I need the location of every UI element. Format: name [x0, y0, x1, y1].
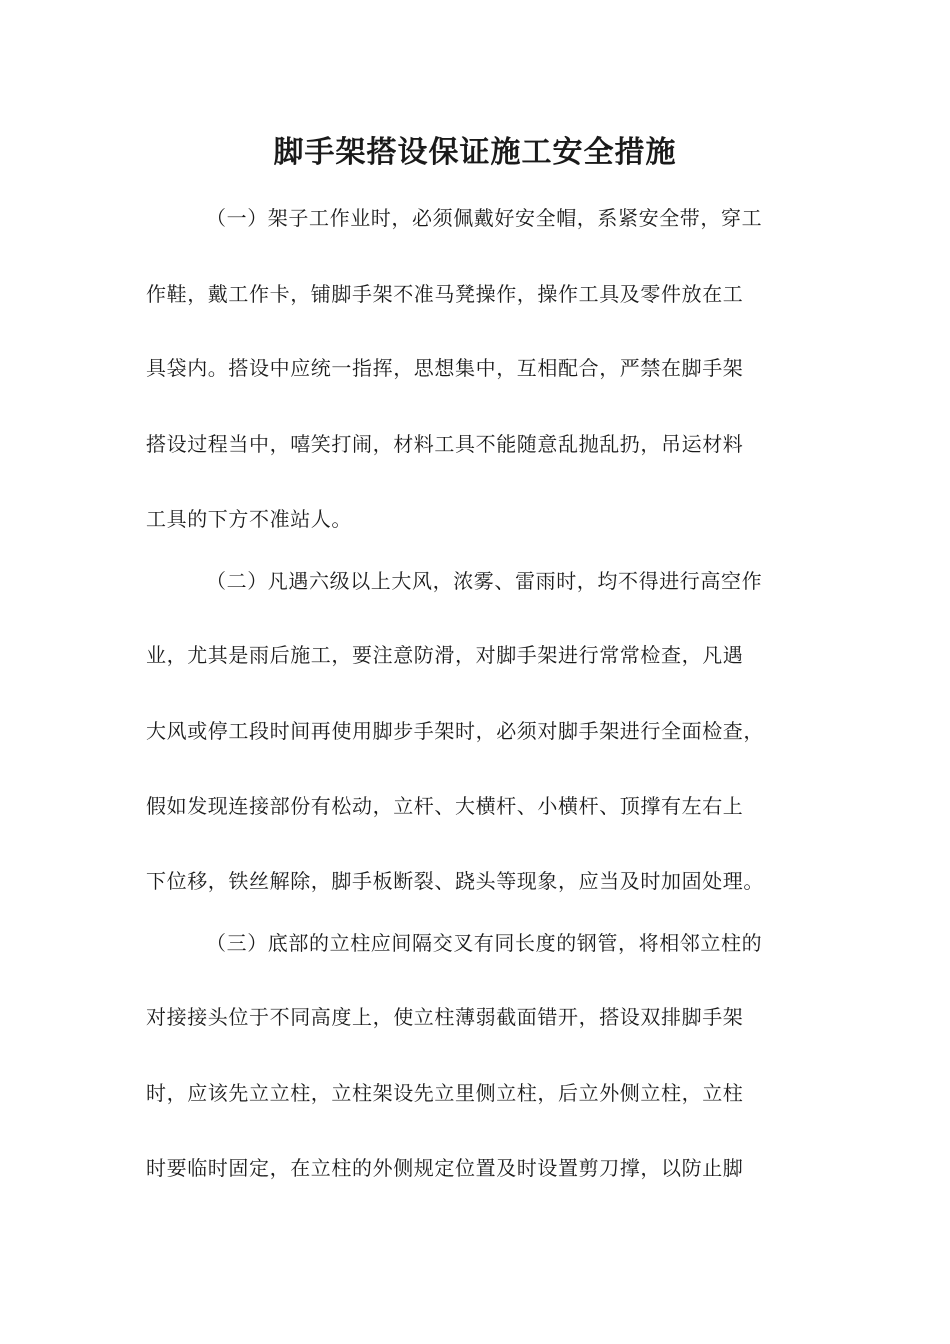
paragraph-2-line-3: 大风或停工段时间再使用脚步手架时，必须对脚手架进行全面检查，	[146, 719, 764, 743]
paragraph-1-line-2: 作鞋，戴工作卡，铺脚手架不准马凳操作，操作工具及零件放在工	[146, 282, 744, 306]
paragraph-3-line-4: 时要临时固定，在立柱的外侧规定位置及时设置剪刀撑，以防止脚	[146, 1156, 744, 1180]
paragraph-1-line-5: 工具的下方不准站人。	[146, 507, 352, 531]
paragraph-1-line-4: 搭设过程当中，嘻笑打闹，材料工具不能随意乱抛乱扔，吊运材料	[146, 432, 744, 456]
paragraph-1-line-1: （一）架子工作业时，必须佩戴好安全帽，系紧安全带，穿工	[206, 206, 763, 230]
paragraph-3-line-2: 对接接头位于不同高度上，使立柱薄弱截面错开，搭设双排脚手架	[146, 1005, 744, 1029]
document-title: 脚手架搭设保证施工安全措施	[273, 135, 677, 170]
paragraph-2-line-1: （二）凡遇六级以上大风，浓雾、雷雨时，均不得进行高空作	[206, 569, 763, 593]
paragraph-1-line-3: 具袋内。搭设中应统一指挥，思想集中，互相配合，严禁在脚手架	[146, 356, 744, 380]
paragraph-2-line-5: 下位移，铁丝解除，脚手板断裂、跷头等现象，应当及时加固处理。	[146, 869, 764, 893]
paragraph-2-line-4: 假如发现连接部份有松动，立杆、大横杆、小横杆、顶撑有左右上	[146, 794, 744, 818]
paragraph-3-line-1: （三）底部的立柱应间隔交叉有同长度的钢管，将相邻立柱的	[206, 931, 763, 955]
paragraph-3-line-3: 时，应该先立立柱，立柱架设先立里侧立柱，后立外侧立柱，立柱	[146, 1081, 744, 1105]
paragraph-2-line-2: 业，尤其是雨后施工，要注意防滑，对脚手架进行常常检查，凡遇	[146, 643, 744, 667]
